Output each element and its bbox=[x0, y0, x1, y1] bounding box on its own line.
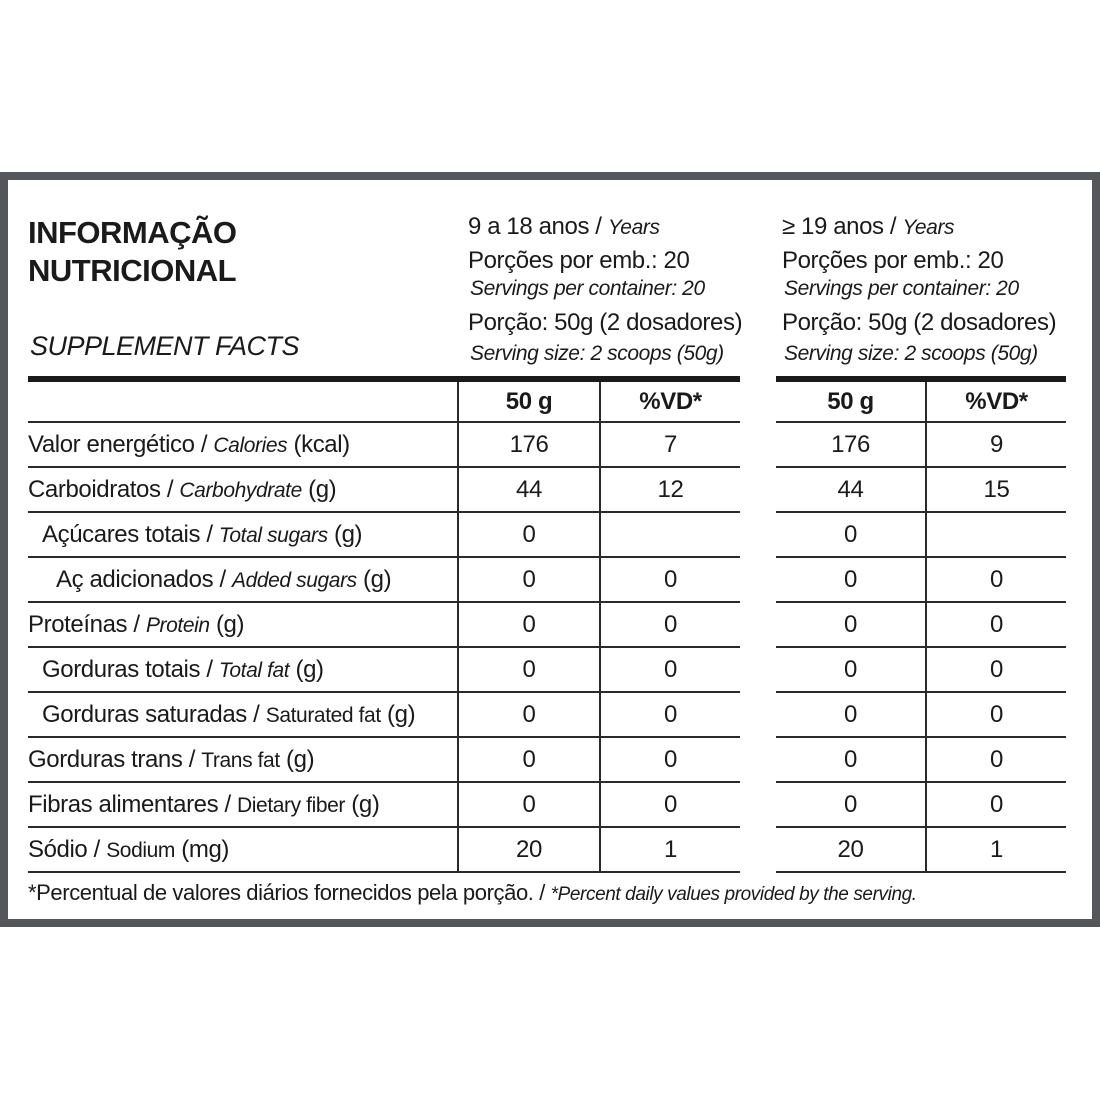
dv-cell: 7 bbox=[600, 422, 740, 467]
table-row bbox=[776, 737, 1066, 782]
amount-cell: 0 bbox=[458, 692, 600, 737]
table-row bbox=[28, 827, 740, 872]
amount-cell: 0 bbox=[776, 782, 926, 827]
amount-cell: 0 bbox=[776, 647, 926, 692]
table-row bbox=[28, 557, 740, 602]
dv-cell: 0 bbox=[926, 737, 1066, 782]
dv-cell: 0 bbox=[926, 647, 1066, 692]
table-row bbox=[776, 827, 1066, 872]
table-row bbox=[28, 692, 740, 737]
amount-cell: 0 bbox=[458, 782, 600, 827]
group2-portion-pt: Porção: 50g (2 dosadores) bbox=[782, 309, 1057, 336]
group2-age-pt: ≥ 19 anos / bbox=[782, 213, 903, 240]
nutrition-facts-panel bbox=[0, 172, 1100, 927]
nutrient-name-pt: Carboidratos / bbox=[28, 475, 180, 503]
footnote-en: *Percent daily values provided by the serving. bbox=[550, 884, 917, 905]
dv-cell: 0 bbox=[600, 782, 740, 827]
footnote bbox=[28, 880, 917, 906]
amount-cell: 0 bbox=[776, 602, 926, 647]
table-row bbox=[776, 512, 1066, 557]
table-row bbox=[28, 782, 740, 827]
table-row bbox=[776, 422, 1066, 467]
nutrient-name-pt: Gorduras totais / bbox=[42, 655, 219, 683]
table-row bbox=[776, 602, 1066, 647]
dv-cell: 0 bbox=[926, 692, 1066, 737]
dv-cell: 0 bbox=[600, 737, 740, 782]
nutrient-unit: (g) bbox=[209, 610, 245, 638]
nutrient-name-en: Added sugars bbox=[231, 568, 357, 592]
table-row bbox=[776, 782, 1066, 827]
group2-servings-pt: Porções por emb.: 20 bbox=[782, 247, 1004, 274]
group1-age-pt: 9 a 18 anos / bbox=[468, 213, 608, 240]
dv-cell: 0 bbox=[926, 782, 1066, 827]
nutrient-unit: (g) bbox=[380, 700, 416, 728]
dv-cell: 0 bbox=[600, 692, 740, 737]
dv-cell: 9 bbox=[926, 422, 1066, 467]
nutrient-label bbox=[28, 602, 458, 647]
nutrient-unit: (kcal) bbox=[287, 430, 350, 458]
group1-portion-pt: Porção: 50g (2 dosadores) bbox=[468, 309, 743, 336]
nutrient-name-pt: Gorduras saturadas / bbox=[42, 700, 266, 728]
nutrient-unit: (g) bbox=[289, 655, 324, 683]
table-row bbox=[28, 512, 740, 557]
table-row bbox=[28, 737, 740, 782]
title-line-1: INFORMAÇÃO bbox=[28, 215, 237, 250]
nutrient-name-pt: Sódio / bbox=[28, 835, 107, 863]
label-header-cell bbox=[28, 382, 458, 422]
nutrient-unit: (g) bbox=[356, 565, 392, 593]
nutrient-label bbox=[28, 557, 458, 602]
group1-servings-pt: Porções por emb.: 20 bbox=[468, 247, 690, 274]
amount-cell: 0 bbox=[458, 602, 600, 647]
amount-cell: 0 bbox=[458, 512, 600, 557]
nutrient-name-pt: Proteínas / bbox=[28, 610, 146, 638]
group1-servings-en: Servings per container: 20 bbox=[470, 277, 705, 300]
nutrient-name-en: Protein bbox=[145, 613, 210, 637]
nutrient-label bbox=[28, 467, 458, 512]
group2-age-en: Years bbox=[902, 216, 955, 239]
table-row bbox=[776, 692, 1066, 737]
dv-cell bbox=[926, 512, 1066, 557]
group1-age bbox=[468, 212, 660, 242]
nutrient-name-en: Total sugars bbox=[218, 523, 328, 547]
table-row bbox=[776, 467, 1066, 512]
dv-cell: 1 bbox=[926, 827, 1066, 872]
table-row bbox=[776, 557, 1066, 602]
group2-servings-en: Servings per container: 20 bbox=[784, 277, 1019, 300]
nutrient-name-en: Total fat bbox=[218, 658, 290, 682]
amount-cell: 44 bbox=[776, 467, 926, 512]
nutrient-unit: (mg) bbox=[175, 835, 229, 863]
nutrient-name-en: Trans fat bbox=[201, 748, 280, 772]
table-row bbox=[28, 602, 740, 647]
nutrient-name-en: Carbohydrate bbox=[179, 478, 302, 502]
nutrient-name-pt: Fibras alimentares / bbox=[28, 790, 238, 818]
group1-age-en: Years bbox=[607, 216, 660, 239]
amount-cell: 0 bbox=[776, 557, 926, 602]
amount-cell: 176 bbox=[458, 422, 600, 467]
nutrient-name-en: Dietary fiber bbox=[237, 793, 346, 817]
group1-portion-en: Serving size: 2 scoops (50g) bbox=[470, 342, 724, 365]
dv-cell: 0 bbox=[600, 647, 740, 692]
nutrient-name-en: Sodium bbox=[106, 838, 175, 862]
nutrition-table-group2 bbox=[776, 382, 1066, 873]
nutrient-name-en: Calories bbox=[213, 433, 288, 457]
dv-cell: 0 bbox=[926, 557, 1066, 602]
amount-cell: 176 bbox=[776, 422, 926, 467]
amount-cell: 0 bbox=[458, 647, 600, 692]
amount-cell: 0 bbox=[776, 512, 926, 557]
footnote-pt: *Percentual de valores diários fornecidos pela porção. / bbox=[28, 880, 551, 905]
nutrient-name-pt: Aç adicionados / bbox=[56, 565, 232, 593]
nutrient-name-en: Saturated fat bbox=[265, 703, 381, 727]
nutrient-name-pt: Gorduras trans / bbox=[28, 745, 202, 773]
nutrient-label bbox=[28, 692, 458, 737]
dv-header: %VD* bbox=[926, 382, 1066, 422]
supplement-facts-subtitle: SUPPLEMENT FACTS bbox=[30, 331, 300, 361]
amount-cell: 20 bbox=[458, 827, 600, 872]
nutrition-table-group1 bbox=[28, 382, 740, 873]
amount-cell: 0 bbox=[776, 737, 926, 782]
nutrient-label bbox=[28, 827, 458, 872]
amount-cell: 0 bbox=[458, 737, 600, 782]
nutrient-label bbox=[28, 782, 458, 827]
nutrient-label bbox=[28, 737, 458, 782]
group2-portion-en: Serving size: 2 scoops (50g) bbox=[784, 342, 1038, 365]
dv-cell bbox=[600, 512, 740, 557]
amount-cell: 0 bbox=[458, 557, 600, 602]
dv-cell: 0 bbox=[926, 602, 1066, 647]
table-row bbox=[776, 647, 1066, 692]
table-row bbox=[28, 467, 740, 512]
nutrient-unit: (g) bbox=[279, 745, 315, 773]
amount-cell: 44 bbox=[458, 467, 600, 512]
nutrient-label bbox=[28, 512, 458, 557]
dv-cell: 0 bbox=[600, 602, 740, 647]
amount-cell: 0 bbox=[776, 692, 926, 737]
dv-cell: 15 bbox=[926, 467, 1066, 512]
amount-header: 50 g bbox=[458, 382, 600, 422]
dv-cell: 1 bbox=[600, 827, 740, 872]
nutrient-unit: (g) bbox=[327, 520, 363, 548]
table-row bbox=[28, 422, 740, 467]
dv-cell: 12 bbox=[600, 467, 740, 512]
nutrient-unit: (g) bbox=[345, 790, 380, 818]
dv-cell: 0 bbox=[600, 557, 740, 602]
amount-header: 50 g bbox=[776, 382, 926, 422]
nutrient-label bbox=[28, 647, 458, 692]
group2-age bbox=[782, 212, 954, 242]
table-row bbox=[28, 647, 740, 692]
table-header-row bbox=[776, 382, 1066, 422]
amount-cell: 20 bbox=[776, 827, 926, 872]
nutrient-unit: (g) bbox=[301, 475, 337, 503]
nutrient-name-pt: Valor energético / bbox=[28, 430, 214, 458]
title-line-2: NUTRICIONAL bbox=[28, 253, 237, 288]
dv-header: %VD* bbox=[600, 382, 740, 422]
nutrient-label bbox=[28, 422, 458, 467]
nutrient-name-pt: Açúcares totais / bbox=[42, 520, 219, 548]
table-header-row bbox=[28, 382, 740, 422]
